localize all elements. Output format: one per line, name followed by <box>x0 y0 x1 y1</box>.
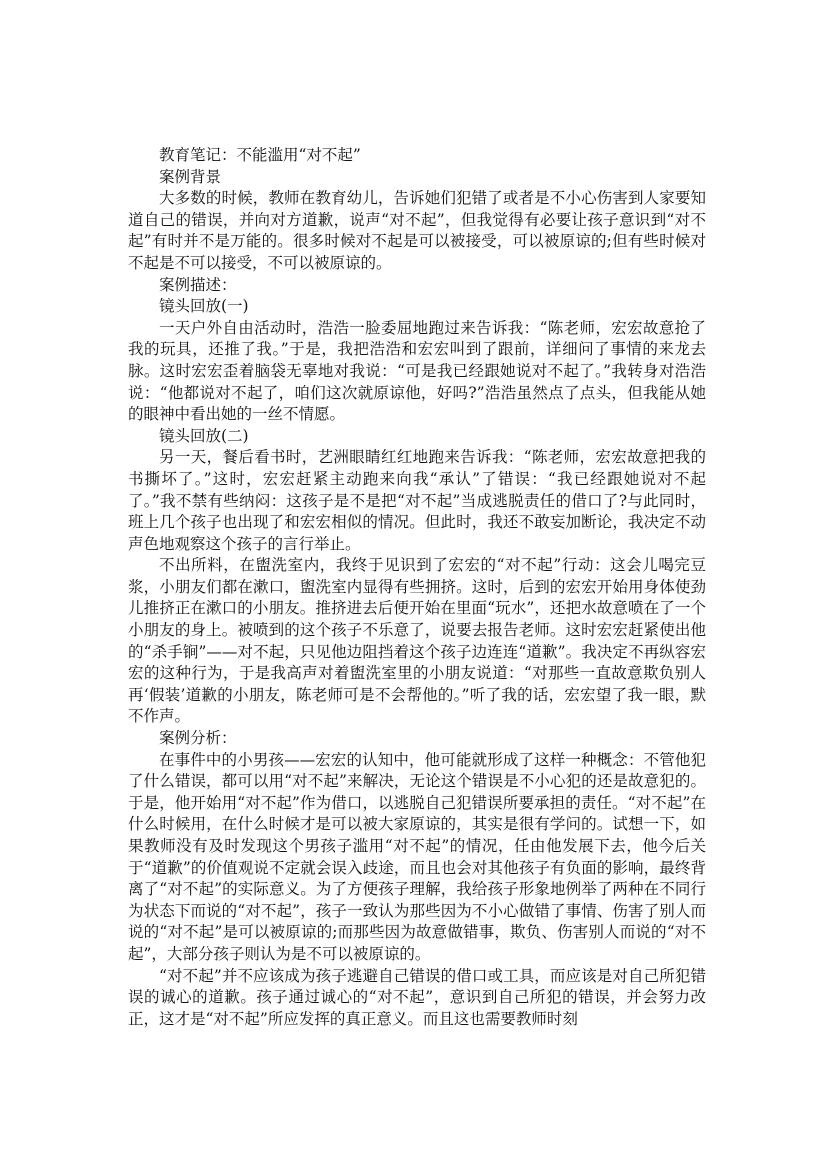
paragraph-conclusion: “对不起”并不应该成为孩子逃避自己错误的借口或工具，而应该是对自己所犯错误的诚心的道歉。孩子通过诚心的“对不起”，意识到自己所犯的错误，并会努力改正，这才是“对不起”所应发挥的真正意义。而且这也需要教师时刻 <box>128 966 706 1028</box>
document-title: 教育笔记：不能滥用“对不起” <box>159 146 361 164</box>
heading-scene-one: 镜头回放(一) <box>159 297 249 316</box>
paragraph-case-analysis: 在事件中的小男孩——宏宏的认知中，他可能就形成了这样一种概念：不管他犯了什么错误，都可以用“对不起”来解决，无论这个错误是不小心犯的还是故意犯的。于是，他开始用“对不起”作为借口，以逃脱自己犯错误所要承担的责任。“对不起”在什么时候用，在什么时候才是可以被大家原谅的，其实是很有学问的。试想一下，如果教师没有及时发现这个男孩子滥用“对不起”的情况，任由他发展下去，他今后关于“道歉”的价值观说不定就会误入歧途，而且也会对其他孩子有负面的影响，最终背离了“对不起”的实际意义。为了方便孩子理解，我给孩子形象地例举了两种在不同行为状态下而说的“对不起”，孩子一致认为那些因为不小心做错了事情、伤害了别人而说的“对不起”是可以被原谅的;而那些因为故意做错事，欺负、伤害别人而说的“对不起”，大部分孩子则认为是不可以被原谅的。 <box>128 750 706 963</box>
paragraph-case-background: 大多数的时候，教师在教育幼儿，告诉她们犯错了或者是不小心伤害到人家要知道自己的错误，并向对方道歉，说声“对不起”，但我觉得有必要让孩子意识到“对不起”有时并不是万能的。很多时候对不起是可以被接受，可以被原谅的;但有些时候对不起是不可以接受，不可以被原谅的。 <box>128 189 706 272</box>
paragraph-scene-two-a: 另一天，餐后看书时，艺洲眼睛红红地跑来告诉我：“陈老师，宏宏故意把我的书撕坏了。”这时，宏宏赶紧主动跑来向我“承认”了错误：“我已经跟她说对不起了。”我不禁有些纳闷：这孩子是不是把“对不起”当成逃脱责任的借口了?与此同时，班上几个孩子也出现了和宏宏相似的情况。但此时，我还不敢妄加断论，我决定不动声色地观察这个孩子的言行举止。 <box>128 448 706 553</box>
heading-case-background: 案例背景 <box>159 167 222 186</box>
heading-case-description: 案例描述： <box>159 275 237 294</box>
heading-scene-two: 镜头回放(二) <box>159 426 249 445</box>
paragraph-scene-one: 一天户外自由活动时，浩浩一脸委屈地跑过来告诉我：“陈老师，宏宏故意抢了我的玩具，还推了我。”于是，我把浩浩和宏宏叫到了跟前，详细问了事情的来龙去脉。这时宏宏歪着脑袋无辜地对我说：“可是我已经跟她说对不起了。”我转身对浩浩说：“他都说对不起了，咱们这次就原谅他，好吗?”浩浩虽然点了点头，但我能从她的眼神中看出她的一丝不情愿。 <box>128 318 706 424</box>
paragraph-scene-two-b: 不出所料，在盥洗室内，我终于见识到了宏宏的“对不起”行动：这会儿喝完豆浆，小朋友们都在漱口，盥洗室内显得有些拥挤。这时，后到的宏宏开始用身体使劲儿推挤正在漱口的小朋友。推挤进去后便开始在里面“玩水”，还把水故意喷在了一个小朋友的身上。被喷到的这个孩子不乐意了，说要去报告老师。这时宏宏赶紧使出他的“杀手锏”——对不起，只见他边阻挡着这个孩子边连连“道歉”。我决定不再纵容宏宏的这种行为，于是我高声对着盥洗室里的小朋友说道：“对那些一直故意欺负别人再‘假装’道歉的小朋友，陈老师可是不会帮他的。”听了我的话，宏宏望了我一眼，默不作声。 <box>128 556 706 726</box>
heading-case-analysis: 案例分析： <box>159 729 237 748</box>
document-body <box>128 145 706 1030</box>
